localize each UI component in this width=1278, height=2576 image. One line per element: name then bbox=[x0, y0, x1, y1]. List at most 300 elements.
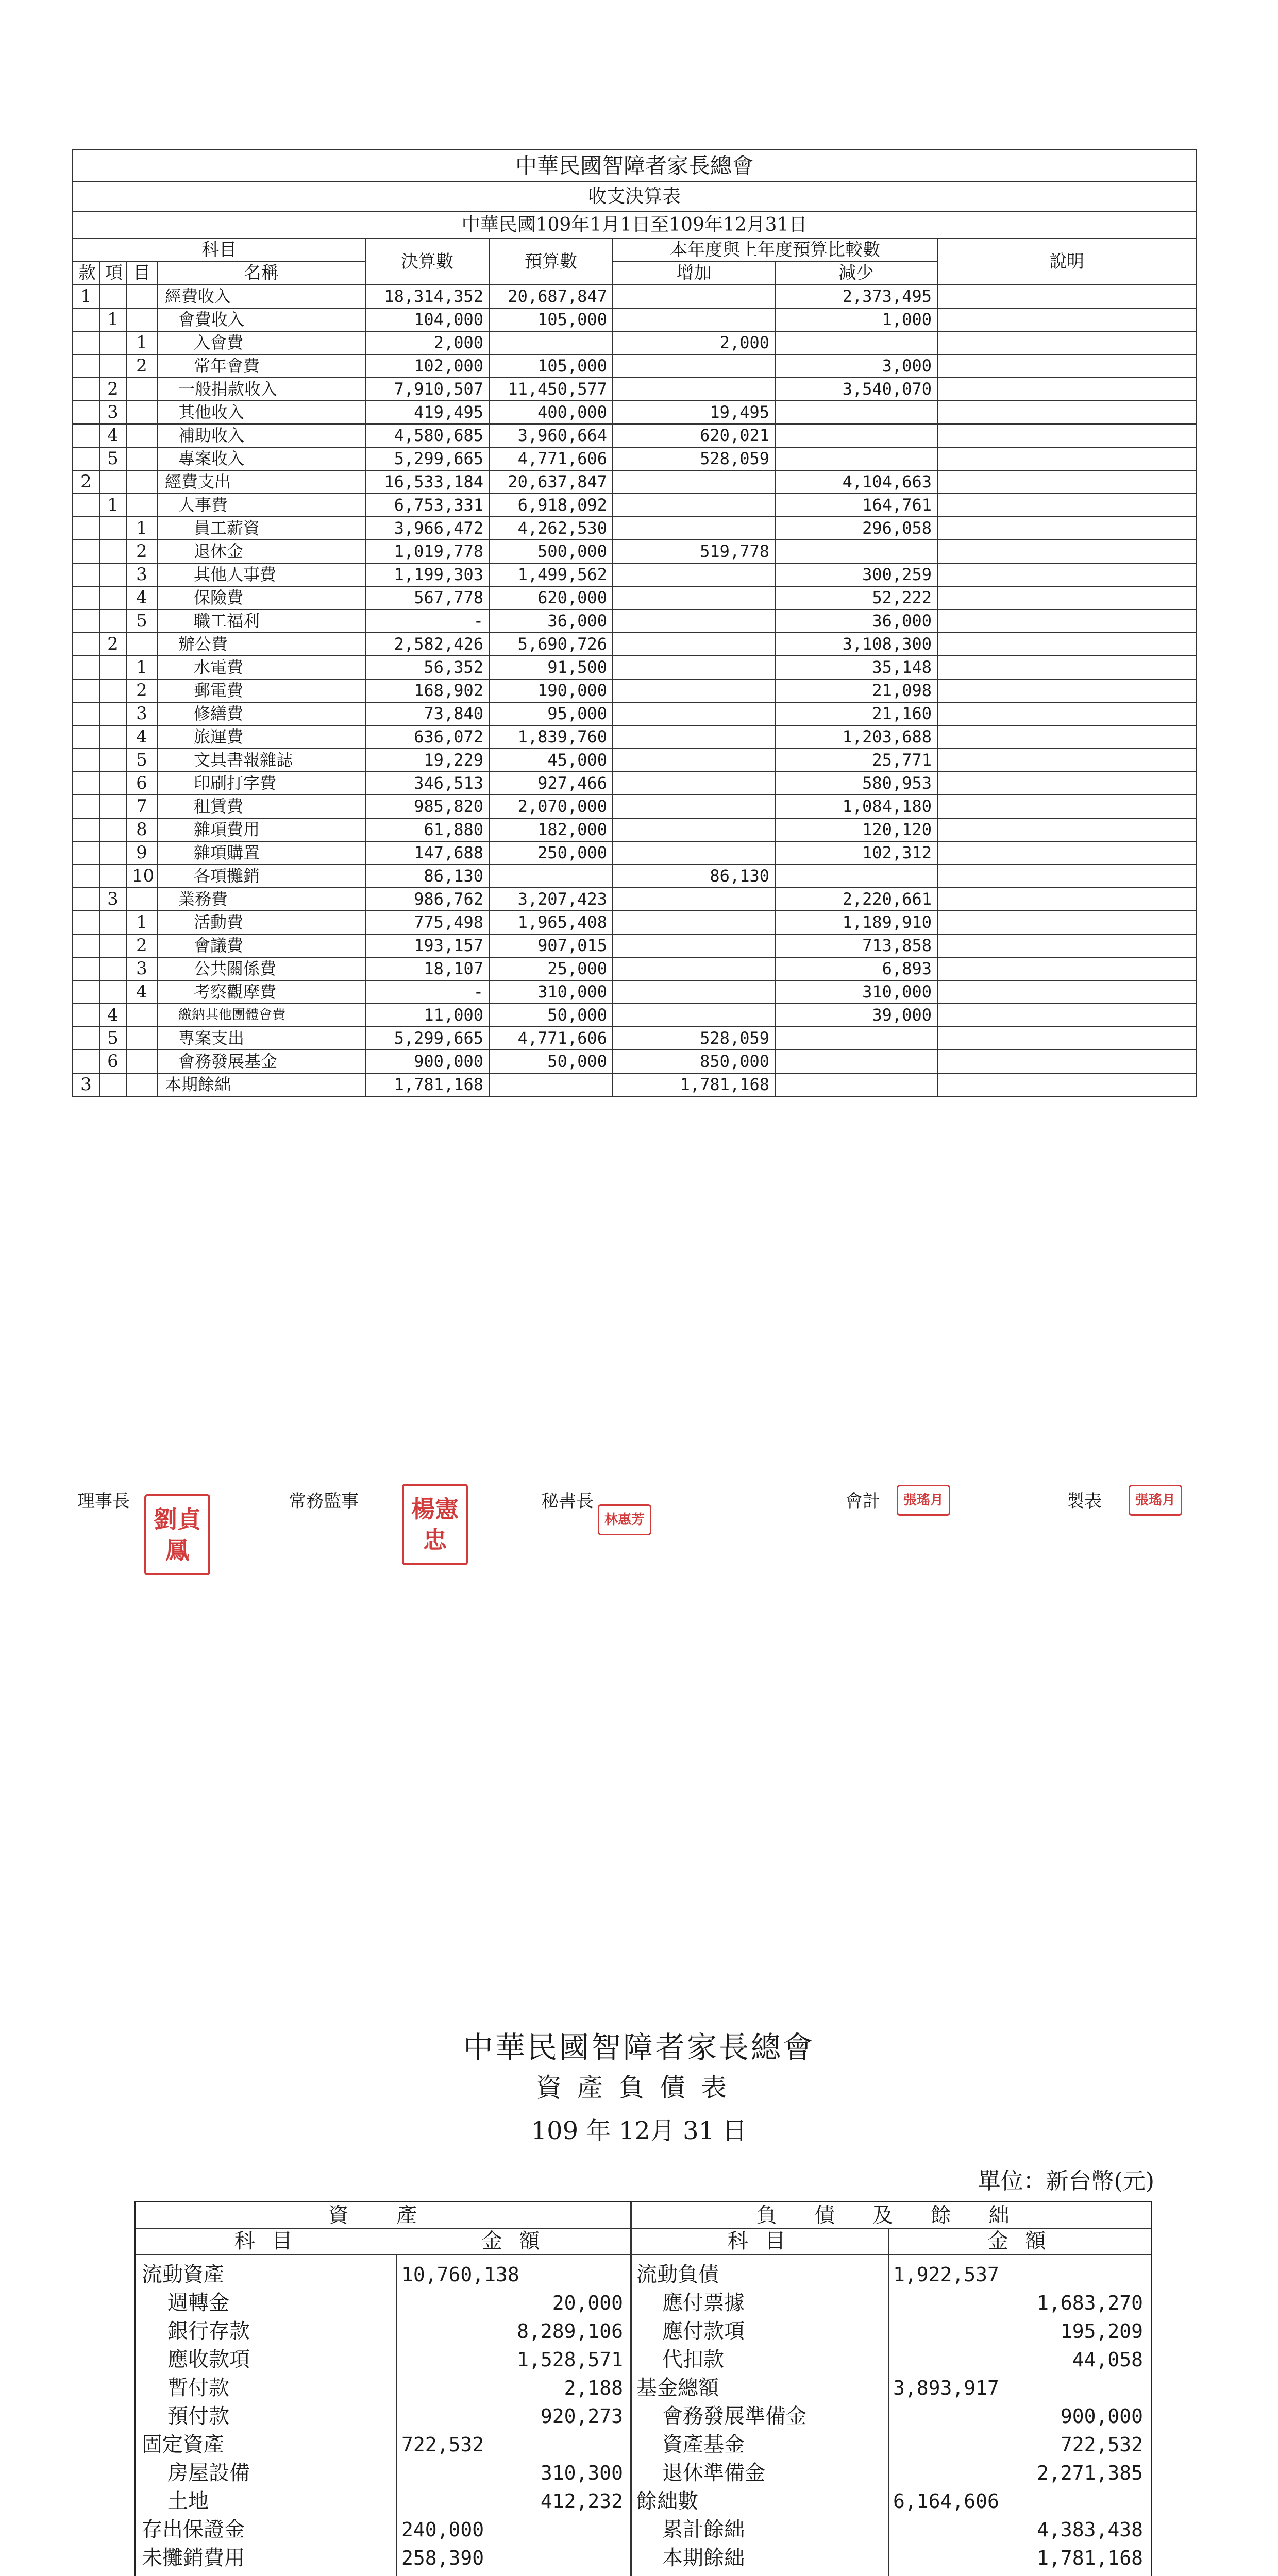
balance-date: 109 年 12月 31 日 bbox=[531, 2116, 747, 2145]
cell-note bbox=[937, 795, 1196, 818]
cell-mu: 4 bbox=[126, 980, 157, 1004]
cell-mu bbox=[126, 470, 157, 494]
cell-budget: 3,960,664 bbox=[489, 424, 613, 447]
cell-kuan bbox=[73, 818, 99, 841]
cell-xiang: 2 bbox=[99, 633, 126, 656]
cell-name: 活動費 bbox=[157, 911, 365, 934]
cell-decrease bbox=[775, 331, 937, 354]
cell-xiang: 5 bbox=[99, 1027, 126, 1050]
cell-actual: 7,910,507 bbox=[365, 378, 489, 401]
cell-actual: 985,820 bbox=[365, 795, 489, 818]
table-row bbox=[73, 679, 1196, 702]
cell-decrease bbox=[775, 401, 937, 424]
cell-budget: 190,000 bbox=[489, 679, 613, 702]
assets-subject-header: 科 目 bbox=[234, 2229, 298, 2253]
cell-name: 考察觀摩費 bbox=[157, 980, 365, 1004]
cell-name: 專案收入 bbox=[157, 447, 365, 470]
cell-actual: 1,199,303 bbox=[365, 563, 489, 586]
cell-note bbox=[937, 656, 1196, 679]
cell-decrease: 36,000 bbox=[775, 609, 937, 633]
cell-xiang bbox=[99, 841, 126, 865]
cell-kuan bbox=[73, 865, 99, 888]
seal-secretary: 林惠芳 bbox=[598, 1504, 651, 1535]
cell-xiang bbox=[99, 934, 126, 957]
list-item-subtotal: 10,760,138 bbox=[401, 2263, 519, 2286]
cell-xiang: 4 bbox=[99, 424, 126, 447]
list-item-name: 預付款 bbox=[167, 2404, 229, 2428]
list-item-amount: 4,383,438 bbox=[1037, 2518, 1143, 2541]
cell-kuan: 3 bbox=[73, 1073, 99, 1096]
cell-actual: - bbox=[365, 609, 489, 633]
cell-note bbox=[937, 401, 1196, 424]
cell-budget: 1,839,760 bbox=[489, 725, 613, 749]
cell-decrease: 1,189,910 bbox=[775, 911, 937, 934]
cell-increase bbox=[613, 494, 775, 517]
cell-kuan bbox=[73, 749, 99, 772]
cell-mu bbox=[126, 285, 157, 308]
cell-increase bbox=[613, 633, 775, 656]
cell-increase bbox=[613, 656, 775, 679]
cell-note bbox=[937, 702, 1196, 725]
cell-name: 水電費 bbox=[157, 656, 365, 679]
cell-budget: 2,070,000 bbox=[489, 795, 613, 818]
cell-xiang bbox=[99, 725, 126, 749]
table-row bbox=[73, 1073, 1196, 1096]
cell-note bbox=[937, 378, 1196, 401]
cell-actual: 19,229 bbox=[365, 749, 489, 772]
cell-budget: 5,690,726 bbox=[489, 633, 613, 656]
table-row bbox=[73, 795, 1196, 818]
cell-name: 專案支出 bbox=[157, 1027, 365, 1050]
cell-note bbox=[937, 725, 1196, 749]
cell-mu: 2 bbox=[126, 540, 157, 563]
cell-actual: 18,314,352 bbox=[365, 285, 489, 308]
cell-note bbox=[937, 865, 1196, 888]
cell-name: 辦公費 bbox=[157, 633, 365, 656]
cell-kuan bbox=[73, 934, 99, 957]
label-chairman: 理事長 bbox=[77, 1491, 130, 1512]
cell-increase bbox=[613, 888, 775, 911]
list-item-name: 應付票據 bbox=[662, 2291, 745, 2315]
assets-header: 資 產 bbox=[328, 2204, 438, 2227]
cell-mu: 1 bbox=[126, 517, 157, 540]
cell-name: 其他收入 bbox=[157, 401, 365, 424]
list-item-subtotal: 1,922,537 bbox=[893, 2263, 999, 2286]
cell-decrease bbox=[775, 1027, 937, 1050]
cell-mu bbox=[126, 494, 157, 517]
header-budget: 預算數 bbox=[489, 239, 613, 285]
header-note: 說明 bbox=[937, 239, 1196, 285]
cell-kuan bbox=[73, 609, 99, 633]
seal-supervisor: 楊憲忠 bbox=[402, 1484, 468, 1565]
list-item-name: 存出保證金 bbox=[142, 2518, 245, 2541]
cell-mu bbox=[126, 1073, 157, 1096]
cell-decrease: 1,084,180 bbox=[775, 795, 937, 818]
cell-budget: 182,000 bbox=[489, 818, 613, 841]
list-item-amount: 310,300 bbox=[540, 2462, 623, 2484]
cell-increase bbox=[613, 702, 775, 725]
list-item-subtotal: 258,390 bbox=[401, 2547, 484, 2569]
org-name: 中華民國智障者家長總會 bbox=[73, 150, 1196, 182]
cell-xiang bbox=[99, 679, 126, 702]
list-item-amount: 20,000 bbox=[552, 2292, 623, 2314]
cell-budget: 1,965,408 bbox=[489, 911, 613, 934]
cell-note bbox=[937, 563, 1196, 586]
cell-actual: 147,688 bbox=[365, 841, 489, 865]
cell-budget: 45,000 bbox=[489, 749, 613, 772]
table-row bbox=[73, 308, 1196, 331]
cell-kuan bbox=[73, 424, 99, 447]
list-item-amount: 722,532 bbox=[1060, 2433, 1143, 2456]
cell-kuan bbox=[73, 378, 99, 401]
cell-name: 退休金 bbox=[157, 540, 365, 563]
cell-name: 業務費 bbox=[157, 888, 365, 911]
statement-period: 中華民國109年1月1日至109年12月31日 bbox=[73, 212, 1196, 239]
list-item-name: 基金總額 bbox=[636, 2376, 719, 2400]
cell-mu: 8 bbox=[126, 818, 157, 841]
cell-decrease bbox=[775, 447, 937, 470]
table-row bbox=[73, 1050, 1196, 1073]
cell-kuan bbox=[73, 540, 99, 563]
cell-mu: 6 bbox=[126, 772, 157, 795]
cell-decrease: 2,220,661 bbox=[775, 888, 937, 911]
cell-note bbox=[937, 957, 1196, 980]
cell-note bbox=[937, 424, 1196, 447]
cell-actual: 73,840 bbox=[365, 702, 489, 725]
cell-decrease: 3,000 bbox=[775, 354, 937, 378]
cell-decrease: 580,953 bbox=[775, 772, 937, 795]
table-row bbox=[73, 841, 1196, 865]
cell-note bbox=[937, 308, 1196, 331]
table-row bbox=[73, 517, 1196, 540]
cell-name: 員工薪資 bbox=[157, 517, 365, 540]
cell-increase bbox=[613, 934, 775, 957]
list-item-name: 未攤銷費用 bbox=[142, 2546, 245, 2570]
cell-kuan bbox=[73, 795, 99, 818]
list-item-name: 土地 bbox=[167, 2489, 209, 2513]
list-item-amount: 2,188 bbox=[564, 2377, 623, 2399]
table-row bbox=[73, 354, 1196, 378]
cell-xiang bbox=[99, 354, 126, 378]
list-item-subtotal: 3,893,917 bbox=[893, 2377, 999, 2399]
table-row bbox=[73, 725, 1196, 749]
cell-actual: 986,762 bbox=[365, 888, 489, 911]
cell-mu: 1 bbox=[126, 656, 157, 679]
header-xiang: 項 bbox=[99, 262, 126, 285]
cell-xiang bbox=[99, 911, 126, 934]
list-item-amount: 8,289,106 bbox=[517, 2320, 623, 2343]
cell-decrease: 102,312 bbox=[775, 841, 937, 865]
cell-xiang bbox=[99, 772, 126, 795]
list-item-name: 房屋設備 bbox=[167, 2461, 250, 2485]
cell-budget: 6,918,092 bbox=[489, 494, 613, 517]
list-item-amount: 44,058 bbox=[1072, 2348, 1143, 2371]
cell-xiang: 1 bbox=[99, 308, 126, 331]
balance-sheet-page bbox=[0, 1807, 1278, 2576]
cell-budget: 310,000 bbox=[489, 980, 613, 1004]
cell-budget: 927,466 bbox=[489, 772, 613, 795]
header-decrease: 減少 bbox=[775, 262, 937, 285]
table-row bbox=[73, 424, 1196, 447]
list-item-name: 累計餘絀 bbox=[662, 2518, 745, 2541]
cell-increase: 620,021 bbox=[613, 424, 775, 447]
list-item-subtotal: 240,000 bbox=[401, 2518, 484, 2541]
cell-increase bbox=[613, 1004, 775, 1027]
cell-xiang bbox=[99, 517, 126, 540]
cell-budget: 4,771,606 bbox=[489, 447, 613, 470]
cell-decrease: 6,893 bbox=[775, 957, 937, 980]
cell-decrease: 52,222 bbox=[775, 586, 937, 609]
list-item-amount: 1,528,571 bbox=[517, 2348, 623, 2371]
cell-mu: 10 bbox=[126, 865, 157, 888]
header-kuan: 款 bbox=[73, 262, 99, 285]
cell-actual: 104,000 bbox=[365, 308, 489, 331]
cell-xiang bbox=[99, 980, 126, 1004]
cell-kuan bbox=[73, 633, 99, 656]
cell-kuan: 1 bbox=[73, 285, 99, 308]
cell-actual: 2,000 bbox=[365, 331, 489, 354]
list-item-amount: 900,000 bbox=[1060, 2405, 1143, 2428]
cell-decrease: 2,373,495 bbox=[775, 285, 937, 308]
cell-note bbox=[937, 888, 1196, 911]
cell-xiang bbox=[99, 795, 126, 818]
cell-decrease: 300,259 bbox=[775, 563, 937, 586]
cell-actual: 1,019,778 bbox=[365, 540, 489, 563]
cell-note bbox=[937, 772, 1196, 795]
table-row bbox=[73, 656, 1196, 679]
cell-note bbox=[937, 285, 1196, 308]
cell-kuan bbox=[73, 517, 99, 540]
cell-mu: 1 bbox=[126, 911, 157, 934]
cell-xiang bbox=[99, 609, 126, 633]
cell-kuan bbox=[73, 702, 99, 725]
cell-actual: - bbox=[365, 980, 489, 1004]
cell-note bbox=[937, 517, 1196, 540]
cell-actual: 2,582,426 bbox=[365, 633, 489, 656]
list-item-name: 會務發展準備金 bbox=[662, 2404, 806, 2428]
cell-kuan bbox=[73, 1004, 99, 1027]
list-item-name: 應收款項 bbox=[167, 2348, 250, 2371]
list-item-amount: 195,209 bbox=[1060, 2320, 1143, 2343]
cell-budget: 500,000 bbox=[489, 540, 613, 563]
cell-xiang: 1 bbox=[99, 494, 126, 517]
cell-xiang: 6 bbox=[99, 1050, 126, 1073]
seal-preparer: 張瑤月 bbox=[1129, 1485, 1182, 1516]
cell-xiang bbox=[99, 957, 126, 980]
cell-mu: 1 bbox=[126, 331, 157, 354]
cell-budget: 20,687,847 bbox=[489, 285, 613, 308]
cell-increase bbox=[613, 818, 775, 841]
cell-budget: 50,000 bbox=[489, 1004, 613, 1027]
label-supervisor: 常務監事 bbox=[289, 1491, 359, 1512]
cell-mu: 7 bbox=[126, 795, 157, 818]
table-row bbox=[73, 911, 1196, 934]
table-row bbox=[73, 772, 1196, 795]
cell-name: 會務發展基金 bbox=[157, 1050, 365, 1073]
cell-mu: 3 bbox=[126, 563, 157, 586]
cell-decrease: 35,148 bbox=[775, 656, 937, 679]
cell-increase: 86,130 bbox=[613, 865, 775, 888]
list-item-name: 流動資產 bbox=[142, 2263, 224, 2286]
cell-actual: 168,902 bbox=[365, 679, 489, 702]
cell-xiang bbox=[99, 818, 126, 841]
list-item-name: 應付款項 bbox=[662, 2319, 745, 2343]
cell-mu bbox=[126, 1027, 157, 1050]
cell-kuan bbox=[73, 725, 99, 749]
list-item-name: 銀行存款 bbox=[167, 2319, 250, 2343]
cell-actual: 61,880 bbox=[365, 818, 489, 841]
cell-name: 保險費 bbox=[157, 586, 365, 609]
cell-budget: 250,000 bbox=[489, 841, 613, 865]
cell-mu: 3 bbox=[126, 702, 157, 725]
cell-increase bbox=[613, 725, 775, 749]
seal-chairman: 劉貞鳳 bbox=[144, 1494, 210, 1575]
cell-actual: 6,753,331 bbox=[365, 494, 489, 517]
cell-actual: 193,157 bbox=[365, 934, 489, 957]
cell-increase bbox=[613, 517, 775, 540]
cell-increase bbox=[613, 911, 775, 934]
list-item-name: 資產基金 bbox=[662, 2433, 745, 2456]
cell-mu: 4 bbox=[126, 586, 157, 609]
label-accountant: 會計 bbox=[845, 1491, 880, 1512]
cell-increase bbox=[613, 609, 775, 633]
cell-mu bbox=[126, 888, 157, 911]
liab-subject-header: 科 目 bbox=[727, 2229, 791, 2253]
table-row bbox=[73, 980, 1196, 1004]
cell-name: 本期餘絀 bbox=[157, 1073, 365, 1096]
cell-budget: 907,015 bbox=[489, 934, 613, 957]
cell-kuan bbox=[73, 354, 99, 378]
cell-mu: 2 bbox=[126, 354, 157, 378]
cell-budget: 3,207,423 bbox=[489, 888, 613, 911]
cell-mu: 5 bbox=[126, 609, 157, 633]
list-item-amount: 2,271,385 bbox=[1037, 2462, 1143, 2484]
cell-note bbox=[937, 586, 1196, 609]
cell-mu: 5 bbox=[126, 749, 157, 772]
cell-decrease bbox=[775, 424, 937, 447]
cell-name: 租賃費 bbox=[157, 795, 365, 818]
cell-kuan bbox=[73, 447, 99, 470]
cell-note bbox=[937, 354, 1196, 378]
cell-mu bbox=[126, 1050, 157, 1073]
cell-increase: 1,781,168 bbox=[613, 1073, 775, 1096]
cell-xiang: 4 bbox=[99, 1004, 126, 1027]
list-item-name: 暫付款 bbox=[167, 2376, 229, 2400]
cell-mu: 2 bbox=[126, 934, 157, 957]
cell-note bbox=[937, 331, 1196, 354]
signature-row-p1 bbox=[62, 1484, 1226, 1566]
cell-note bbox=[937, 494, 1196, 517]
table-row bbox=[73, 331, 1196, 354]
cell-mu: 2 bbox=[126, 679, 157, 702]
cell-increase bbox=[613, 586, 775, 609]
cell-decrease: 1,000 bbox=[775, 308, 937, 331]
cell-decrease: 39,000 bbox=[775, 1004, 937, 1027]
cell-decrease: 296,058 bbox=[775, 517, 937, 540]
cell-budget bbox=[489, 865, 613, 888]
statement-title: 收支決算表 bbox=[73, 182, 1196, 212]
cell-kuan bbox=[73, 888, 99, 911]
cell-name: 補助收入 bbox=[157, 424, 365, 447]
cell-kuan bbox=[73, 331, 99, 354]
cell-note bbox=[937, 1004, 1196, 1027]
cell-note bbox=[937, 934, 1196, 957]
cell-decrease: 1,203,688 bbox=[775, 725, 937, 749]
table-row bbox=[73, 470, 1196, 494]
seal-accountant: 張瑤月 bbox=[897, 1485, 950, 1516]
cell-increase bbox=[613, 285, 775, 308]
cell-budget: 400,000 bbox=[489, 401, 613, 424]
cell-mu bbox=[126, 633, 157, 656]
cell-note bbox=[937, 470, 1196, 494]
cell-increase bbox=[613, 354, 775, 378]
cell-decrease bbox=[775, 1050, 937, 1073]
cell-kuan bbox=[73, 401, 99, 424]
cell-increase: 528,059 bbox=[613, 1027, 775, 1050]
cell-name: 雜項費用 bbox=[157, 818, 365, 841]
cell-budget: 50,000 bbox=[489, 1050, 613, 1073]
cell-name: 入會費 bbox=[157, 331, 365, 354]
cell-actual: 102,000 bbox=[365, 354, 489, 378]
cell-note bbox=[937, 911, 1196, 934]
cell-decrease: 4,104,663 bbox=[775, 470, 937, 494]
cell-actual: 5,299,665 bbox=[365, 447, 489, 470]
cell-decrease: 120,120 bbox=[775, 818, 937, 841]
cell-increase bbox=[613, 749, 775, 772]
cell-kuan bbox=[73, 679, 99, 702]
cell-actual: 11,000 bbox=[365, 1004, 489, 1027]
cell-kuan bbox=[73, 980, 99, 1004]
list-item-subtotal: 722,532 bbox=[401, 2433, 484, 2456]
cell-decrease: 21,160 bbox=[775, 702, 937, 725]
table-row bbox=[73, 888, 1196, 911]
cell-decrease bbox=[775, 540, 937, 563]
cell-xiang bbox=[99, 470, 126, 494]
cell-xiang bbox=[99, 586, 126, 609]
cell-increase bbox=[613, 841, 775, 865]
cell-actual: 16,533,184 bbox=[365, 470, 489, 494]
cell-kuan bbox=[73, 1027, 99, 1050]
cell-kuan bbox=[73, 494, 99, 517]
cell-mu: 3 bbox=[126, 957, 157, 980]
cell-note bbox=[937, 841, 1196, 865]
cell-actual: 567,778 bbox=[365, 586, 489, 609]
list-item-amount: 412,232 bbox=[540, 2490, 623, 2513]
table-row bbox=[73, 702, 1196, 725]
table-row bbox=[73, 749, 1196, 772]
cell-actual: 86,130 bbox=[365, 865, 489, 888]
cell-xiang bbox=[99, 749, 126, 772]
cell-budget: 95,000 bbox=[489, 702, 613, 725]
cell-kuan bbox=[73, 586, 99, 609]
cell-xiang: 5 bbox=[99, 447, 126, 470]
list-item-name: 退休準備金 bbox=[662, 2461, 765, 2485]
list-item-name: 本期餘絀 bbox=[662, 2546, 745, 2570]
list-item-name: 固定資產 bbox=[142, 2433, 224, 2456]
cell-xiang bbox=[99, 331, 126, 354]
cell-kuan bbox=[73, 841, 99, 865]
cell-mu: 9 bbox=[126, 841, 157, 865]
cell-xiang bbox=[99, 563, 126, 586]
list-item-name: 週轉金 bbox=[167, 2291, 229, 2315]
cell-budget: 4,262,530 bbox=[489, 517, 613, 540]
cell-actual: 346,513 bbox=[365, 772, 489, 795]
cell-mu bbox=[126, 378, 157, 401]
cell-increase bbox=[613, 772, 775, 795]
table-row bbox=[73, 957, 1196, 980]
cell-note bbox=[937, 679, 1196, 702]
list-item-name: 餘絀數 bbox=[636, 2489, 698, 2513]
